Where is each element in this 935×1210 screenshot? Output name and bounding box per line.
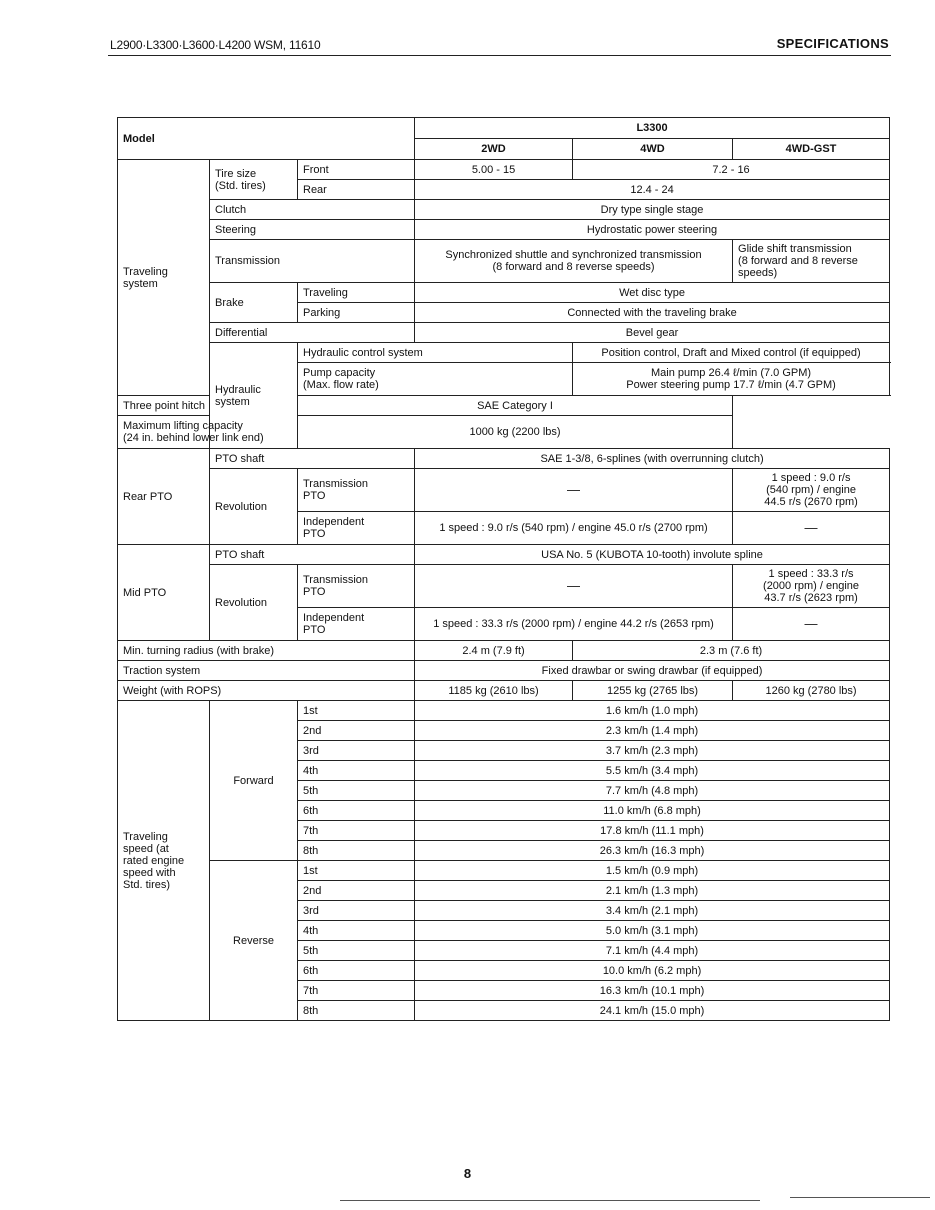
model-label: Model	[118, 118, 415, 160]
transmission-row	[118, 240, 890, 283]
gear-label: 1st	[298, 861, 415, 881]
mid-pto-transmission-row	[118, 565, 890, 608]
scan-artifact-line	[790, 1197, 930, 1198]
rear-pto-independent-value: 1 speed : 9.0 r/s (540 rpm) / engine 45.0 r/s (2700 rpm)	[415, 512, 733, 545]
rear-pto-shaft-row	[118, 449, 890, 469]
transmission-label: Transmission	[210, 240, 415, 283]
rear-pto-revolution-label: Revolution	[210, 469, 298, 545]
pump-capacity-value: Main pump 26.4 ℓ/min (7.0 GPM) Power steering pump 17.7 ℓ/min (4.7 GPM)	[573, 363, 890, 396]
speed-value: 17.8 km/h (11.1 mph)	[415, 821, 890, 841]
speed-value: 1.5 km/h (0.9 mph)	[415, 861, 890, 881]
turning-radius-2wd: 2.4 m (7.9 ft)	[415, 641, 573, 661]
gear-label: 6th	[298, 801, 415, 821]
traction-row	[118, 661, 890, 681]
gear-label: 7th	[298, 981, 415, 1001]
gear-label: 7th	[298, 821, 415, 841]
speed-value: 16.3 km/h (10.1 mph)	[415, 981, 890, 1001]
mid-pto-label: Mid PTO	[118, 545, 210, 641]
variant-4wd: 4WD	[573, 139, 733, 160]
speed-value: 10.0 km/h (6.2 mph)	[415, 961, 890, 981]
turning-radius-4wd: 2.3 m (7.6 ft)	[573, 641, 890, 661]
speed-value: 3.4 km/h (2.1 mph)	[415, 901, 890, 921]
speed-row	[118, 701, 890, 721]
speed-value: 1.6 km/h (1.0 mph)	[415, 701, 890, 721]
weight-4wd-gst: 1260 kg (2780 lbs)	[733, 681, 890, 701]
gear-label: 2nd	[298, 881, 415, 901]
hydraulic-control-row	[118, 343, 890, 363]
rear-pto-transmission-label: Transmission PTO	[298, 469, 415, 512]
gear-label: 2nd	[298, 721, 415, 741]
turning-radius-row	[118, 641, 890, 661]
pump-capacity-label: Pump capacity (Max. flow rate)	[298, 363, 573, 396]
tire-rear-value: 12.4 - 24	[415, 180, 890, 200]
specifications-table	[117, 117, 890, 1021]
header-rule	[108, 55, 891, 56]
gear-label: 1st	[298, 701, 415, 721]
gear-label: 3rd	[298, 741, 415, 761]
speed-value: 2.3 km/h (1.4 mph)	[415, 721, 890, 741]
three-point-hitch-label: Three point hitch	[118, 396, 298, 416]
document-code: L2900·L3300·L3600·L4200 WSM, 11610	[110, 38, 321, 52]
brake-parking-label: Parking	[298, 303, 415, 323]
three-point-hitch-value: SAE Category I	[298, 396, 733, 416]
transmission-value: Synchronized shuttle and synchronized transmission (8 forward and 8 reverse speeds)	[415, 240, 733, 283]
mid-pto-shaft-value: USA No. 5 (KUBOTA 10-tooth) involute spline	[415, 545, 890, 565]
brake-parking-value: Connected with the traveling brake	[415, 303, 890, 323]
forward-label: Forward	[210, 701, 298, 861]
gear-label: 6th	[298, 961, 415, 981]
mid-pto-transmission-gst: 1 speed : 33.3 r/s (2000 rpm) / engine 43.7 r/s (2623 rpm)	[733, 565, 890, 608]
speed-value: 7.7 km/h (4.8 mph)	[415, 781, 890, 801]
weight-4wd: 1255 kg (2765 lbs)	[573, 681, 733, 701]
weight-2wd: 1185 kg (2610 lbs)	[415, 681, 573, 701]
clutch-label: Clutch	[210, 200, 415, 220]
gear-label: 5th	[298, 781, 415, 801]
speed-value: 11.0 km/h (6.8 mph)	[415, 801, 890, 821]
speed-value: 24.1 km/h (15.0 mph)	[415, 1001, 890, 1021]
tire-front-label: Front	[298, 160, 415, 180]
steering-row	[118, 220, 890, 240]
differential-row	[118, 323, 890, 343]
turning-radius-label: Min. turning radius (with brake)	[118, 641, 415, 661]
gear-label: 8th	[298, 1001, 415, 1021]
traveling-system-label: Traveling system	[118, 160, 210, 396]
gear-label: 4th	[298, 761, 415, 781]
speed-value: 5.5 km/h (3.4 mph)	[415, 761, 890, 781]
speed-value: 5.0 km/h (3.1 mph)	[415, 921, 890, 941]
tire-front-2wd: 5.00 - 15	[415, 160, 573, 180]
differential-value: Bevel gear	[415, 323, 890, 343]
hydraulic-control-value: Position control, Draft and Mixed control (if equipped)	[573, 343, 890, 363]
gear-label: 8th	[298, 841, 415, 861]
transmission-gst: Glide shift transmission (8 forward and 8 reverse speeds)	[733, 240, 890, 283]
speed-row	[118, 861, 890, 881]
traction-value: Fixed drawbar or swing drawbar (if equipped)	[415, 661, 890, 681]
lifting-capacity-row	[118, 416, 890, 449]
rear-pto-label: Rear PTO	[118, 449, 210, 545]
speed-value: 7.1 km/h (4.4 mph)	[415, 941, 890, 961]
rear-pto-transmission-value: —	[415, 469, 733, 512]
mid-pto-shaft-label: PTO shaft	[210, 545, 415, 565]
brake-traveling-value: Wet disc type	[415, 283, 890, 303]
brake-label: Brake	[210, 283, 298, 323]
mid-pto-independent-label: Independent PTO	[298, 608, 415, 641]
model-name: L3300	[415, 118, 890, 139]
gear-label: 5th	[298, 941, 415, 961]
hydraulic-system-label: Hydraulic system	[210, 343, 298, 449]
rear-pto-independent-gst: —	[733, 512, 890, 545]
section-title: SPECIFICATIONS	[776, 36, 889, 51]
variant-4wd-gst: 4WD-GST	[733, 139, 890, 160]
gear-label: 4th	[298, 921, 415, 941]
weight-row	[118, 681, 890, 701]
mid-pto-transmission-value: —	[415, 565, 733, 608]
rear-pto-transmission-gst: 1 speed : 9.0 r/s (540 rpm) / engine 44.5 r/s (2670 rpm)	[733, 469, 890, 512]
mid-pto-independent-gst: —	[733, 608, 890, 641]
mid-pto-transmission-label: Transmission PTO	[298, 565, 415, 608]
tire-size-label: Tire size (Std. tires)	[210, 160, 298, 200]
mid-pto-shaft-row	[118, 545, 890, 565]
differential-label: Differential	[210, 323, 415, 343]
speed-value: 3.7 km/h (2.3 mph)	[415, 741, 890, 761]
steering-label: Steering	[210, 220, 415, 240]
tire-rear-label: Rear	[298, 180, 415, 200]
brake-traveling-row	[118, 283, 890, 303]
scan-artifact-line	[340, 1200, 760, 1201]
lifting-capacity-value: 1000 kg (2200 lbs)	[298, 416, 733, 449]
mid-pto-revolution-label: Revolution	[210, 565, 298, 641]
page-number: 8	[463, 1166, 472, 1181]
model-row	[118, 118, 890, 139]
tire-front-4wd: 7.2 - 16	[573, 160, 890, 180]
traveling-speed-label: Traveling speed (at rated engine speed with Std. tires)	[118, 701, 210, 1021]
rear-pto-independent-label: Independent PTO	[298, 512, 415, 545]
weight-label: Weight (with ROPS)	[118, 681, 415, 701]
rear-pto-shaft-label: PTO shaft	[210, 449, 415, 469]
steering-value: Hydrostatic power steering	[415, 220, 890, 240]
tire-front-row	[118, 160, 890, 180]
traction-label: Traction system	[118, 661, 415, 681]
rear-pto-transmission-row	[118, 469, 890, 512]
clutch-row	[118, 200, 890, 220]
variant-2wd: 2WD	[415, 139, 573, 160]
hydraulic-control-label: Hydraulic control system	[298, 343, 573, 363]
gear-label: 3rd	[298, 901, 415, 921]
mid-pto-independent-value: 1 speed : 33.3 r/s (2000 rpm) / engine 44.2 r/s (2653 rpm)	[415, 608, 733, 641]
lifting-capacity-label: Maximum lifting capacity (24 in. behind lower link end)	[118, 416, 298, 449]
speed-value: 26.3 km/h (16.3 mph)	[415, 841, 890, 861]
rear-pto-shaft-value: SAE 1-3/8, 6-splines (with overrunning clutch)	[415, 449, 890, 469]
reverse-label: Reverse	[210, 861, 298, 1021]
brake-traveling-label: Traveling	[298, 283, 415, 303]
speed-value: 2.1 km/h (1.3 mph)	[415, 881, 890, 901]
clutch-value: Dry type single stage	[415, 200, 890, 220]
